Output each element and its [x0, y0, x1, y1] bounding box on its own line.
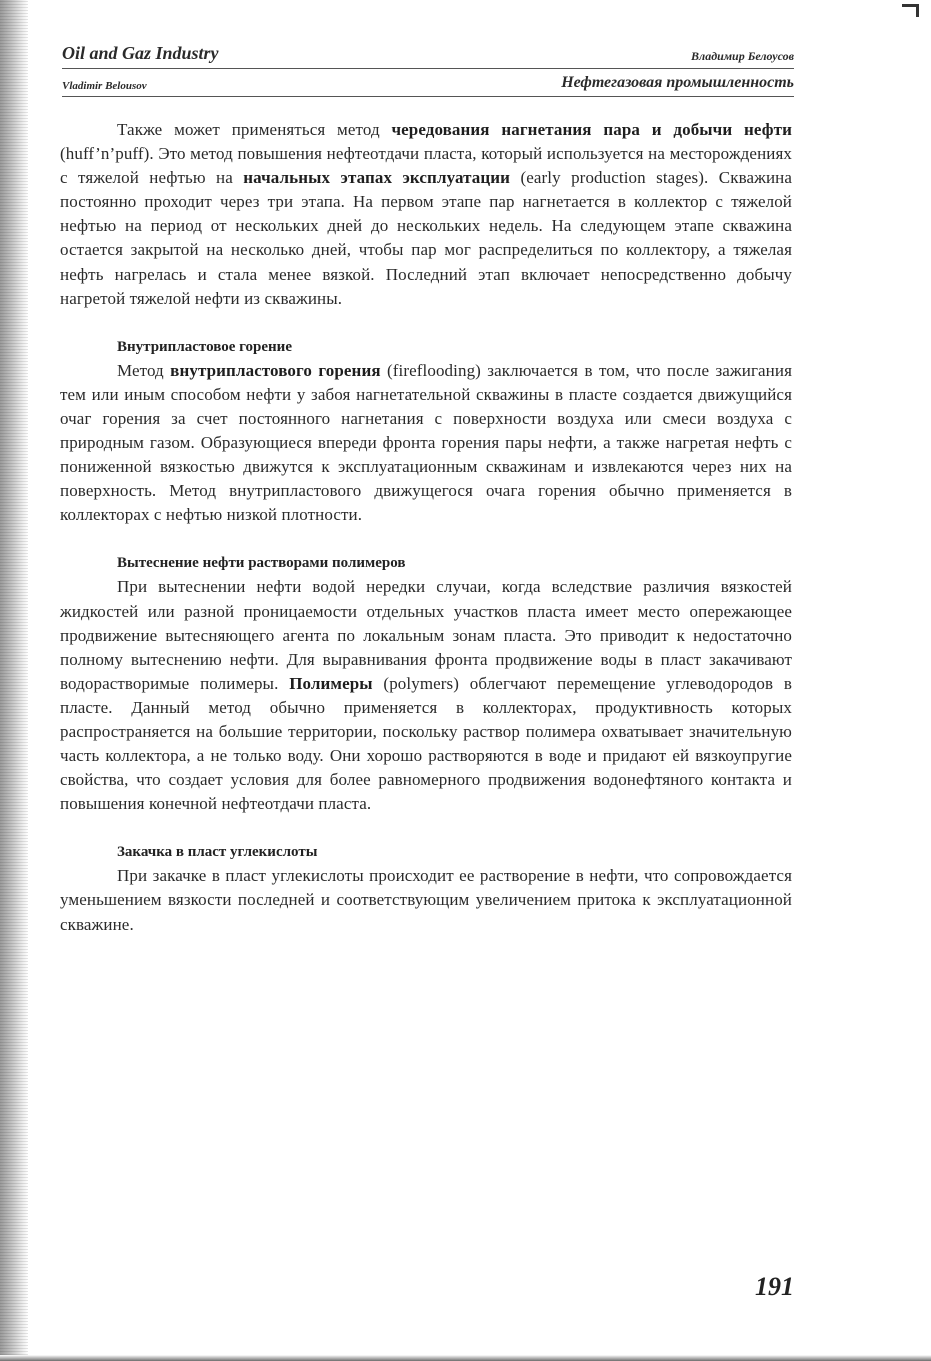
term-fireflooding: внутрипластового горения: [170, 360, 381, 380]
journal-title-en: Oil and Gaz Industry: [62, 43, 219, 63]
page-corner-mark: [902, 4, 919, 17]
heading-co2-injection: Закачка в пласт углекислоты: [117, 844, 318, 861]
text-run: (huff’n’puff). Это метод повышения нефтеотдачи пласта, который используется на месторождениях с тяжелой нефтью на: [60, 144, 792, 188]
section-gap: [60, 816, 792, 840]
text-run: При вытеснении нефти водой нередки случаи, когда вследствие различия вязкостей жидкостей или разной проницаемости отдельных участков пласта имеет место опережающее продвижение вытесняющего агента по локальным зонам пласта. Это приводит к недостаточно полному вытеснению нефти. Для выравнивания фронта продвижение воды в пласт закачивают водорастворимые полимеры.: [60, 577, 792, 693]
scan-shadow-edge: [0, 0, 28, 1361]
scan-shadow-bottom: [0, 1355, 931, 1361]
heading-polymer-flooding: Вытеснение нефти растворами полимеров: [117, 555, 406, 572]
text-run: При закачке в пласт углекислоты происходит ее растворение в нефти, что сопровождается уменьшением вязкости последней и соответствующим увеличением притока к эксплуатационной скважине.: [60, 866, 792, 934]
term-early-production: начальных этапах эксплуатации: [243, 168, 511, 188]
term-huff-n-puff: чередования нагнетания пара и добычи нефти: [391, 120, 792, 139]
term-polymers: Полимеры: [289, 673, 373, 693]
paragraph-in-situ-combustion: [60, 359, 792, 528]
article-body: [60, 118, 792, 937]
author-name-en: Vladimir Belousov: [62, 80, 147, 92]
text-run: (fireflooding) заключается в том, что после зажигания тем или иным способом нефти у забоя нагнетательной скважины в пласте создается движущийся очаг горения за счет постоянного нагнетания с поверхности воздуха или смеси воздуха с природным газом. Образующиеся впереди фронта горения пары нефти, а также нагретая нефть с пониженной вязкостью движутся к эксплуатационным скважинам и извлекаются через них на поверхность. Метод внутрипластового движущегося очага горения обычно применяется в коллекторах с нефтью низкой плотности.: [60, 360, 793, 525]
paragraph-co2-injection: [60, 864, 792, 936]
paragraph-polymer-flooding: [60, 575, 792, 816]
running-header-bottom: [62, 70, 794, 97]
page-number: 191: [755, 1272, 794, 1301]
text-run: Также может применяться метод: [117, 120, 392, 139]
running-header-top: [62, 38, 794, 69]
section-gap: [60, 311, 792, 335]
journal-title-ru: Нефтегазовая промышленность: [561, 74, 794, 91]
paragraph-huff-n-puff: [60, 118, 792, 311]
section-gap: [60, 527, 792, 551]
text-run: (polymers) облегчают перемещение углеводородов в пласте. Данный метод обычно применяется в коллекторах, продуктивность которых распространяется на большие территории, поскольку раствор полимера охватывает значительную часть коллектора, а не только воду. Они хорошо растворяются в воде и придают ей вязкоупругие свойства, что создает условия для более равномерного продвижения водонефтяного контакта и повышения конечной нефтеотдачи пласта.: [60, 673, 792, 814]
author-name-ru: Владимир Белоусов: [691, 49, 794, 63]
text-run: (early production stages). Скважина постоянно проходит через три этапа. На первом этапе пар нагнетается в коллектор с тяжелой нефтью на период от нескольких дней до нескольких недель. На следующем этапе скважина остается закрытой на несколько дней, чтобы пар мог распределиться по коллектору, а тяжелая нефть нагрелась и стала менее вязкой. Последний этап включает непосредственно добычу нагретой тяжелой нефти из скважины.: [60, 168, 793, 308]
heading-in-situ-combustion: Внутрипластовое горение: [117, 338, 292, 355]
text-run: Метод: [117, 360, 171, 380]
